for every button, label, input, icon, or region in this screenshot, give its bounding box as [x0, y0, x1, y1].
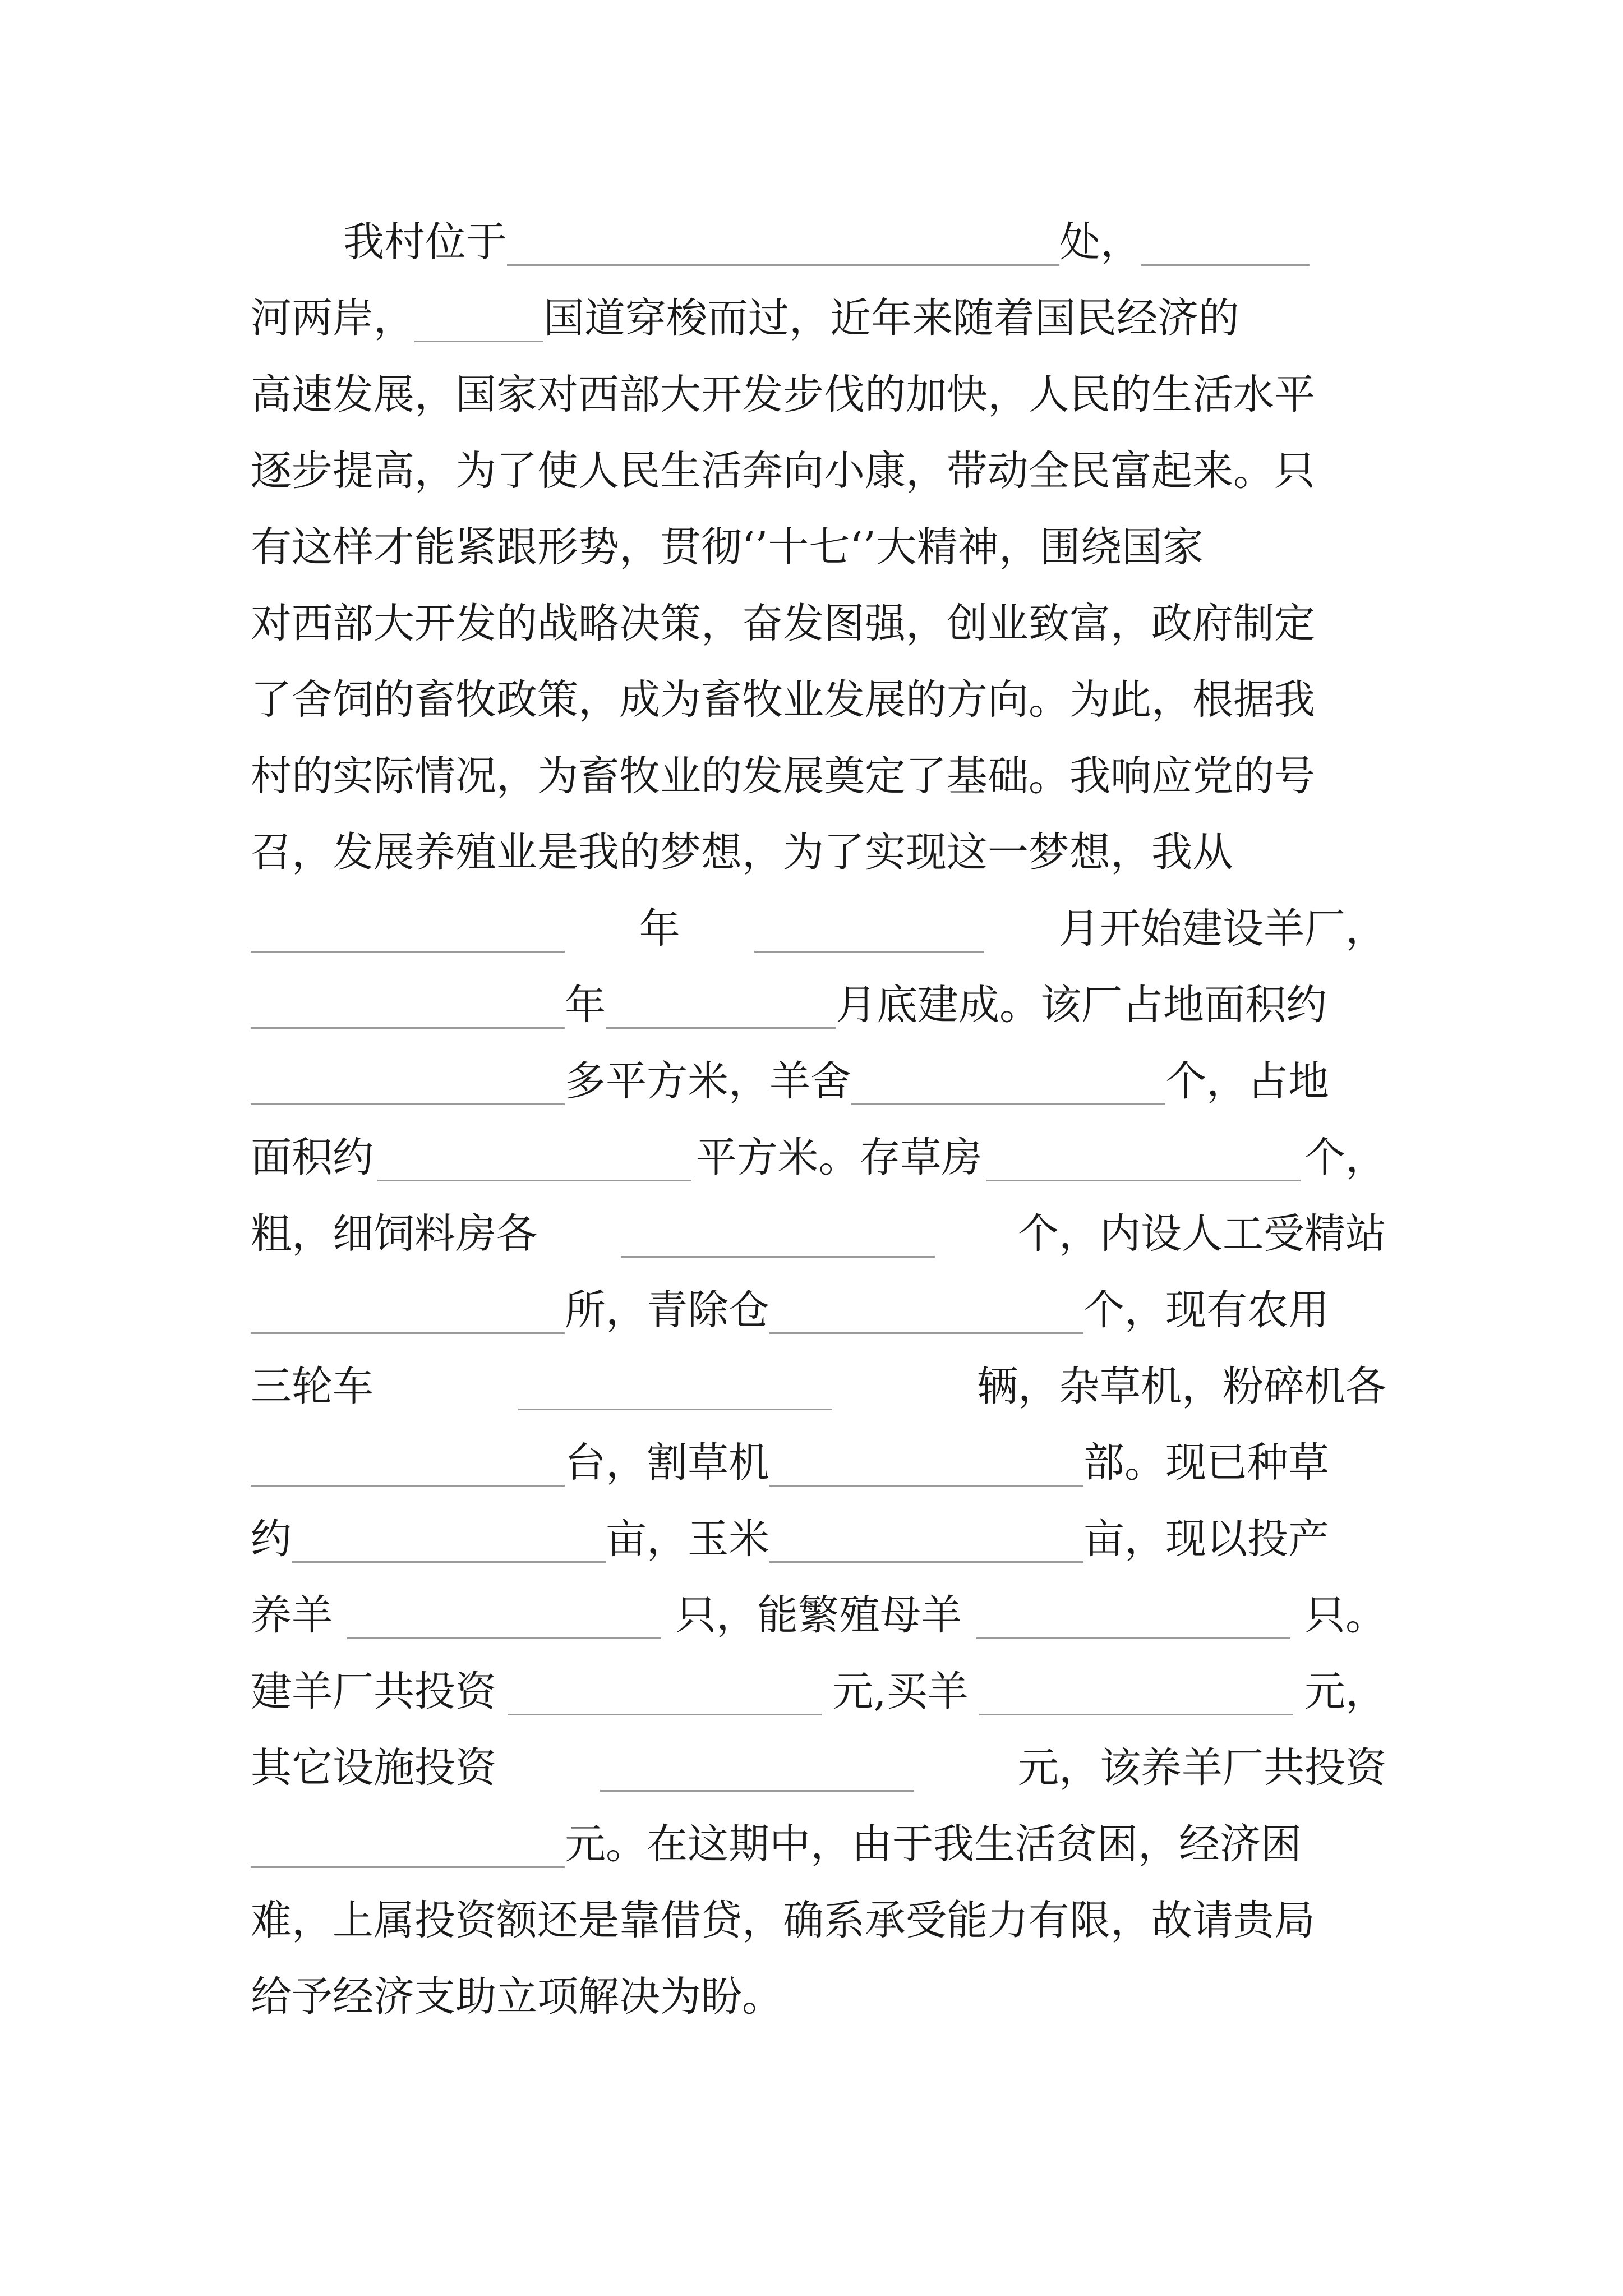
blank-field[interactable]	[508, 1678, 822, 1715]
blank-field[interactable]	[377, 1144, 691, 1181]
text-segment: 粗，细饲料房各	[251, 1210, 537, 1258]
blank-field[interactable]	[251, 1068, 565, 1105]
text-line	[251, 972, 1386, 1039]
text-line	[251, 1429, 1386, 1497]
text-line	[251, 666, 1386, 734]
blank-field[interactable]	[292, 1525, 606, 1563]
text-segment: 国道穿梭而过，近年来随着国民经济的	[543, 295, 1239, 342]
blank-field[interactable]	[851, 1068, 1165, 1105]
text-line	[343, 209, 1386, 276]
blank-field[interactable]	[986, 1144, 1301, 1181]
blank-field[interactable]	[600, 1754, 914, 1792]
text-segment: 难，上属投资额还是靠借贷，确系承受能力有限，故请贵局	[251, 1897, 1315, 1944]
text-line	[251, 1506, 1386, 1573]
text-segment: 建羊厂共投资	[251, 1668, 496, 1715]
blank-field[interactable]	[251, 915, 565, 953]
text-line	[251, 1963, 1386, 2031]
text-line	[251, 895, 1386, 963]
text-segment: 亩，玉米	[606, 1515, 769, 1563]
text-segment: 养羊	[251, 1591, 333, 1639]
blank-field[interactable]	[507, 228, 1059, 266]
text-segment: 元,买羊	[832, 1668, 969, 1715]
text-segment: 村的实际情况，为畜牧业的发展奠定了基础。我响应党的号	[251, 752, 1315, 800]
text-segment: 元，	[1304, 1668, 1386, 1715]
text-segment: 个，	[1304, 1134, 1386, 1181]
blank-field[interactable]	[769, 1449, 1083, 1487]
text-segment: 了舍饲的畜牧政策，成为畜牧业发展的方向。为此，根据我	[251, 676, 1315, 724]
blank-field[interactable]	[979, 1678, 1293, 1715]
text-line	[251, 1811, 1386, 1878]
blank-field[interactable]	[251, 1449, 565, 1487]
text-segment: 对西部大开发的战略决策，奋发图强，创业致富，政府制定	[251, 600, 1315, 647]
text-segment: 河两岸，	[251, 295, 414, 342]
text-segment: 逐步提高，为了使人民生活奔向小康，带动全民富起来。只	[251, 447, 1315, 495]
text-line	[251, 1200, 1386, 1268]
text-line	[251, 514, 1386, 581]
text-line	[251, 1124, 1386, 1191]
text-line	[251, 1658, 1386, 1726]
text-segment: 只，能繁殖母羊	[675, 1591, 962, 1639]
blank-field[interactable]	[769, 1525, 1083, 1563]
blank-field[interactable]	[251, 1830, 565, 1868]
text-segment: 年	[639, 905, 680, 953]
text-line	[251, 819, 1386, 886]
text-line	[251, 1582, 1386, 1649]
text-segment: 面积约	[251, 1134, 374, 1181]
text-segment: 高速发展，国家对西部大开发步伐的加快，人民的生活水平	[251, 371, 1315, 418]
text-line	[251, 361, 1386, 429]
text-segment: 月开始建设羊厂，	[1058, 905, 1386, 953]
text-segment: 三轮车	[251, 1363, 374, 1410]
text-line	[251, 285, 1386, 352]
text-segment: 元。在这期中，由于我生活贫困，经济困	[565, 1820, 1302, 1868]
text-line	[251, 1353, 1386, 1420]
blank-field[interactable]	[1141, 228, 1310, 266]
text-line	[251, 743, 1386, 810]
text-line	[251, 1887, 1386, 1954]
text-segment: 台，割草机	[565, 1439, 769, 1487]
text-segment: 部。现已种草	[1083, 1439, 1329, 1487]
blank-field[interactable]	[606, 991, 836, 1029]
text-segment: 约	[251, 1515, 292, 1563]
blank-field[interactable]	[754, 915, 984, 953]
text-segment: 我村位于	[343, 218, 507, 266]
text-segment: 个，占地	[1165, 1057, 1329, 1105]
text-line	[251, 1277, 1386, 1344]
text-segment: 召，发展养殖业是我的梦想，为了实现这一梦想，我从	[251, 829, 1233, 876]
blank-field[interactable]	[251, 991, 565, 1029]
text-line	[251, 590, 1386, 657]
text-segment: 给予经济支助立项解决为盼。	[251, 1973, 783, 2021]
text-segment: 月底建成。该厂占地面积约	[836, 981, 1327, 1029]
text-segment: 有这样才能紧跟形势，贯彻‘’十七‘’大精神，围绕国家	[251, 523, 1204, 571]
blank-field[interactable]	[414, 305, 543, 342]
text-segment: 个，内设人工受精站	[1018, 1210, 1386, 1258]
text-segment: 所，青除仓	[565, 1286, 769, 1334]
blank-field[interactable]	[976, 1602, 1290, 1639]
text-line	[251, 438, 1386, 505]
text-segment: 其它设施投资	[251, 1744, 496, 1792]
text-segment: 个，现有农用	[1083, 1286, 1329, 1334]
text-line	[251, 1048, 1386, 1115]
text-segment: 亩，现以投产	[1083, 1515, 1329, 1563]
text-segment: 元，该养羊厂共投资	[1018, 1744, 1386, 1792]
text-segment: 平方米。存草房	[695, 1134, 983, 1181]
blank-field[interactable]	[518, 1373, 832, 1410]
blank-field[interactable]	[621, 1220, 935, 1258]
blank-field[interactable]	[251, 1296, 565, 1334]
text-segment: 只。	[1304, 1591, 1386, 1639]
blank-field[interactable]	[347, 1602, 661, 1639]
text-segment: 多平方米，羊舍	[565, 1057, 851, 1105]
text-line	[251, 1734, 1386, 1802]
text-segment: 年	[565, 981, 606, 1029]
text-segment: 处，	[1059, 218, 1141, 266]
text-segment: 辆，杂草机，粉碎机各	[977, 1363, 1386, 1410]
blank-field[interactable]	[769, 1296, 1083, 1334]
